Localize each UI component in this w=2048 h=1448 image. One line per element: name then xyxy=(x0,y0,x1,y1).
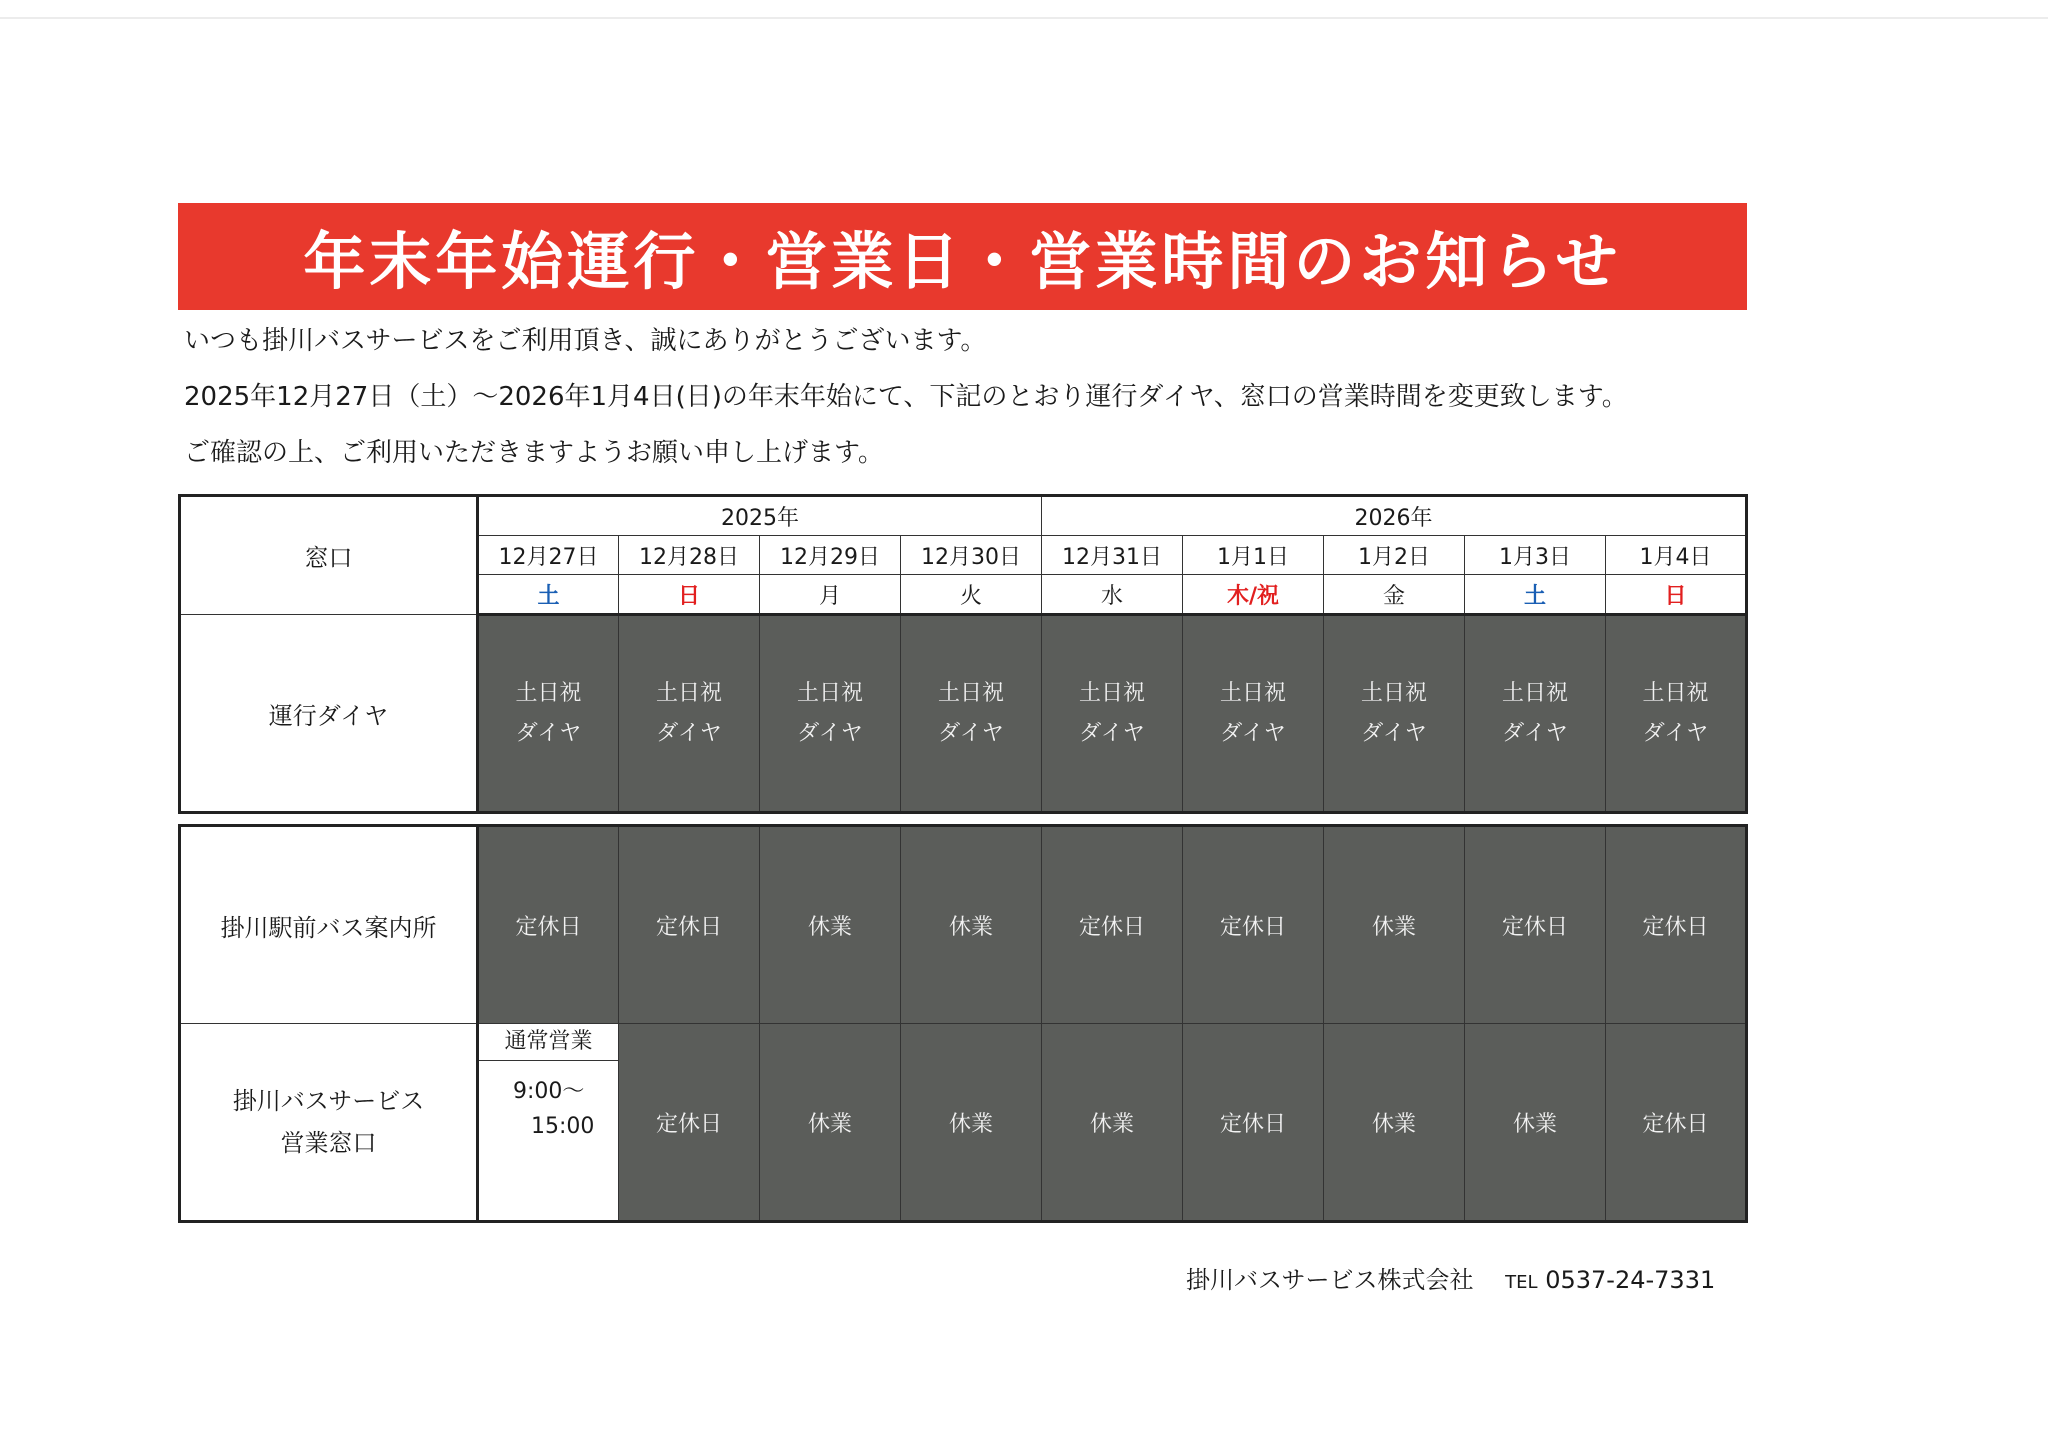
weekday-cell xyxy=(619,575,760,615)
dia-cell xyxy=(1183,615,1324,813)
dia-row-label: 運行ダイヤ xyxy=(180,615,478,813)
date-cell: 12月28日 xyxy=(619,536,760,575)
dia-cell-line1: 土日祝 xyxy=(937,680,1004,706)
weekday-cell xyxy=(901,575,1042,615)
year-2025-header: 2025年 xyxy=(478,496,1042,536)
service-office-label-line1: 掛川バスサービス xyxy=(232,1087,425,1115)
eki-office-row xyxy=(180,826,1747,1024)
service-office-label xyxy=(180,1024,478,1222)
year-2026-header: 2026年 xyxy=(1042,496,1747,536)
dia-cell xyxy=(1606,615,1747,813)
corner-label: 窓口 xyxy=(180,496,478,615)
weekday-label: 日 xyxy=(1664,583,1687,609)
weekday-label: 金 xyxy=(1382,583,1405,609)
date-cell: 1月1日 xyxy=(1183,536,1324,575)
dia-cell xyxy=(478,615,619,813)
company-name: 掛川バスサービス株式会社 xyxy=(1186,1266,1474,1294)
weekday-label: 水 xyxy=(1100,583,1123,609)
eki-office-cell: 定休日 xyxy=(1042,826,1183,1024)
weekday-label: 月 xyxy=(818,583,841,609)
eki-office-cell: 休業 xyxy=(901,826,1042,1024)
normal-business-label: 通常営業 xyxy=(479,1024,618,1061)
weekday-label: 火 xyxy=(959,583,982,609)
service-office-cell: 休業 xyxy=(901,1024,1042,1222)
date-cell: 1月4日 xyxy=(1606,536,1747,575)
scan-edge-line xyxy=(0,17,2048,19)
service-office-row xyxy=(180,1024,1747,1222)
weekday-cell xyxy=(1324,575,1465,615)
dia-cell-line1: 土日祝 xyxy=(1078,680,1145,706)
dia-cell xyxy=(1465,615,1606,813)
dia-cell-line2: ダイヤ xyxy=(1502,720,1568,746)
schedule-table-bottom xyxy=(178,824,1748,1223)
eki-office-cell: 定休日 xyxy=(619,826,760,1024)
title-banner xyxy=(178,203,1747,310)
dia-cell-line1: 土日祝 xyxy=(1219,680,1286,706)
dia-cell-line2: ダイヤ xyxy=(1642,720,1709,746)
schedule-table-top xyxy=(178,494,1748,814)
normal-business-time-end: 15:00 xyxy=(531,1114,595,1139)
dia-cell-line2: ダイヤ xyxy=(515,720,582,746)
intro-line-3: ご確認の上、ご利用いただきますようお願い申し上げます。 xyxy=(184,438,884,468)
date-cell: 12月27日 xyxy=(478,536,619,575)
dia-cell xyxy=(1042,615,1183,813)
dia-cell-line1: 土日祝 xyxy=(655,680,722,706)
dia-cell-line2: ダイヤ xyxy=(656,720,722,746)
service-normal-cell xyxy=(478,1024,619,1222)
eki-office-cell: 休業 xyxy=(760,826,901,1024)
service-office-cell: 定休日 xyxy=(619,1024,760,1222)
weekday-label: 木/祝 xyxy=(1226,583,1280,609)
intro-line-1: いつも掛川バスサービスをご利用頂き、誠にありがとうございます。 xyxy=(184,326,987,356)
weekday-cell xyxy=(1183,575,1324,615)
date-cell: 12月31日 xyxy=(1042,536,1183,575)
eki-office-cell: 定休日 xyxy=(1183,826,1324,1024)
weekday-label: 土 xyxy=(537,583,560,609)
dia-cell-line1: 土日祝 xyxy=(1360,680,1427,706)
weekday-cell xyxy=(1042,575,1183,615)
dia-cell-line1: 土日祝 xyxy=(796,680,863,706)
eki-office-cell: 定休日 xyxy=(1606,826,1747,1024)
tel-label: TEL xyxy=(1505,1272,1538,1293)
weekday-cell xyxy=(1465,575,1606,615)
normal-business-time-start: 9:00～ xyxy=(513,1079,585,1104)
weekday-cell xyxy=(1606,575,1747,615)
dia-cell xyxy=(1324,615,1465,813)
eki-office-cell: 定休日 xyxy=(1465,826,1606,1024)
service-office-cell: 休業 xyxy=(1324,1024,1465,1222)
dia-row xyxy=(180,615,1747,813)
dia-cell-line2: ダイヤ xyxy=(938,720,1004,746)
weekday-cell xyxy=(760,575,901,615)
page-title: 年末年始運行・営業日・営業時間のお知らせ xyxy=(303,225,1622,298)
dia-cell-line2: ダイヤ xyxy=(1220,720,1286,746)
dia-cell-line1: 土日祝 xyxy=(1642,680,1709,706)
eki-office-cell: 定休日 xyxy=(478,826,619,1024)
dia-cell-line2: ダイヤ xyxy=(1079,720,1145,746)
dia-cell-line2: ダイヤ xyxy=(1361,720,1427,746)
dia-cell-line2: ダイヤ xyxy=(797,720,863,746)
service-office-label-line2: 営業窓口 xyxy=(280,1129,377,1157)
date-cell: 1月2日 xyxy=(1324,536,1465,575)
service-office-cell: 休業 xyxy=(760,1024,901,1222)
service-office-cell: 休業 xyxy=(1042,1024,1183,1222)
weekday-cell xyxy=(478,575,619,615)
date-cell: 12月30日 xyxy=(901,536,1042,575)
eki-office-label: 掛川駅前バス案内所 xyxy=(180,826,478,1024)
dia-cell xyxy=(901,615,1042,813)
intro-line-2: 2025年12月27日（土）～2026年1月4日(日)の年末年始にて、下記のとおり運行ダイヤ、窓口の営業時間を変更致します。 xyxy=(184,382,1628,412)
service-office-cell: 定休日 xyxy=(1183,1024,1324,1222)
service-office-cell: 定休日 xyxy=(1606,1024,1747,1222)
tel-number: 0537-24-7331 xyxy=(1545,1266,1716,1294)
date-cell: 12月29日 xyxy=(760,536,901,575)
weekday-label: 日 xyxy=(677,583,700,609)
dia-cell xyxy=(619,615,760,813)
dia-cell-line1: 土日祝 xyxy=(515,680,582,706)
dia-cell xyxy=(760,615,901,813)
weekday-label: 土 xyxy=(1523,583,1546,609)
footer-contact xyxy=(1186,1260,1715,1295)
date-cell: 1月3日 xyxy=(1465,536,1606,575)
dia-cell-line1: 土日祝 xyxy=(1501,680,1568,706)
eki-office-cell: 休業 xyxy=(1324,826,1465,1024)
service-office-cell: 休業 xyxy=(1465,1024,1606,1222)
